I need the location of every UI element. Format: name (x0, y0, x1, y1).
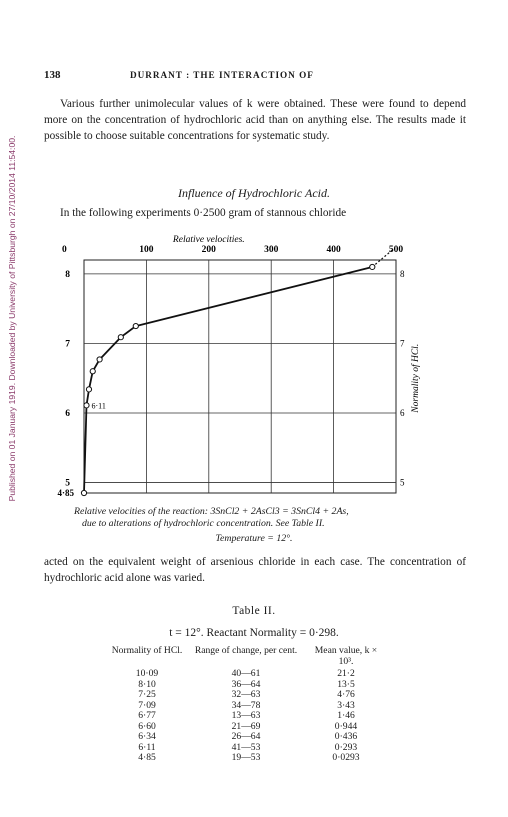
running-title: DURRANT : THE INTERACTION OF (130, 70, 314, 80)
table-cell: 40—61 (231, 668, 261, 679)
data-point (118, 335, 123, 340)
data-point (97, 357, 102, 362)
table-cell: 6·11 (138, 741, 156, 753)
y-tick-label-left: 7 (65, 339, 70, 350)
table-cell: 10·09 (135, 668, 159, 679)
table-cell: 7·09 (138, 699, 156, 711)
x-tick-label: 500 (388, 245, 404, 255)
point-annotation: 6·11 (91, 401, 106, 411)
table-cell: 8·10 (138, 678, 156, 690)
paragraph-2: In the following experiments 0·2500 gram of stannous chloride (60, 207, 347, 219)
table-cell: 21·2 (337, 668, 355, 679)
y-axis-label: Normality of HCl. (411, 343, 421, 413)
table-body (109, 669, 385, 764)
table-header-range: Range of change, per cent. (194, 645, 298, 656)
y-tick-label-left: 6 (65, 409, 70, 420)
y-tick-label-right: 8 (400, 268, 405, 279)
table-row (109, 669, 385, 680)
table-cell: 7·25 (138, 689, 156, 700)
table-title: Table II. (232, 605, 276, 617)
data-point (86, 387, 91, 392)
table-cell: 0·436 (334, 731, 358, 742)
table-cell: 0·293 (334, 741, 358, 753)
table-cell: 6·34 (138, 731, 156, 742)
table-cell: 26—64 (231, 731, 261, 742)
caption-line-3: Temperature = 12°. (215, 533, 293, 544)
table-subtitle: t = 12°. Reactant Normality = 0·298. (169, 627, 339, 639)
table-row (109, 711, 385, 722)
table-header-mean: Mean value, k × 10³. (314, 645, 378, 667)
y-tick-label-right: 6 (400, 408, 405, 419)
table-cell: 19—53 (231, 752, 261, 763)
download-stamp-text: Published on 01 January 1919. Downloaded by University of Pittsburgh on 27/10/2014 11:54:00. (7, 135, 17, 502)
figure-caption (44, 506, 464, 545)
table-cell: 36—64 (231, 678, 261, 690)
table-cell: 6·60 (138, 720, 156, 732)
table-header-row (109, 646, 385, 669)
table-row (109, 753, 385, 764)
table-row (109, 690, 385, 701)
table-cell: 13·5 (337, 678, 355, 690)
caption-line-1: Relative velocities of the reaction: 3SnCl2 + 2AsCl3 = 3SnCl4 + 2As, (74, 506, 349, 517)
data-point (81, 490, 86, 495)
hcl-velocity-chart (0, 228, 508, 508)
paragraph-3: acted on the equivalent weight of arsenious chloride in each case. The concentration of hydrochloric acid alone was varied. (44, 556, 466, 584)
table-cell: 0·944 (334, 720, 358, 732)
y-tick-label-right: 5 (400, 477, 405, 488)
x-tick-label: 200 (201, 245, 216, 255)
x-tick-label: 300 (264, 245, 279, 255)
table-cell: 4·85 (138, 752, 156, 763)
plot-frame (84, 260, 396, 493)
x-tick-label: 100 (139, 245, 154, 255)
table-cell: 41—53 (231, 741, 261, 753)
data-point (133, 323, 138, 328)
table-cell: 32—63 (231, 689, 261, 700)
data-curve (84, 267, 372, 493)
paragraph-1: Various further unimolecular values of k were obtained. These were found to depend more on the concentration of hydrochloric acid than on anything else. The results made it possible to choose suitable concentrations for systematic study. (44, 98, 466, 142)
chart-title: Relative velocities. (172, 235, 245, 245)
table-cell: 6·77 (138, 710, 156, 721)
table-cell: 34—78 (231, 699, 261, 711)
data-point (90, 369, 95, 374)
table-cell: 0·0293 (332, 752, 360, 763)
page-number: 138 (44, 69, 61, 81)
caption-line-2: due to alterations of hydrochloric concentration. See Table II. (82, 518, 325, 529)
table-cell: 13—63 (231, 710, 261, 721)
table-cell: 21—69 (231, 720, 261, 732)
x-tick-label: 400 (326, 245, 341, 255)
y-tick-label-right: 7 (400, 338, 405, 349)
table-cell: 1·46 (337, 710, 355, 721)
y-tick-label-left: 8 (65, 269, 70, 280)
data-point (84, 403, 89, 408)
table-row (109, 732, 385, 743)
data-table (109, 646, 385, 764)
x-tick-label: 0 (62, 245, 67, 255)
table-cell: 3·43 (337, 699, 355, 711)
table-cell: 4·76 (337, 689, 355, 700)
table-header-normality: Normality of HCl. (111, 645, 183, 656)
section-heading: Influence of Hydrochloric Acid. (178, 186, 330, 200)
data-point (370, 264, 375, 269)
y-extra-label: 4·85 (57, 488, 74, 498)
y-tick-label-left: 5 (65, 478, 70, 489)
